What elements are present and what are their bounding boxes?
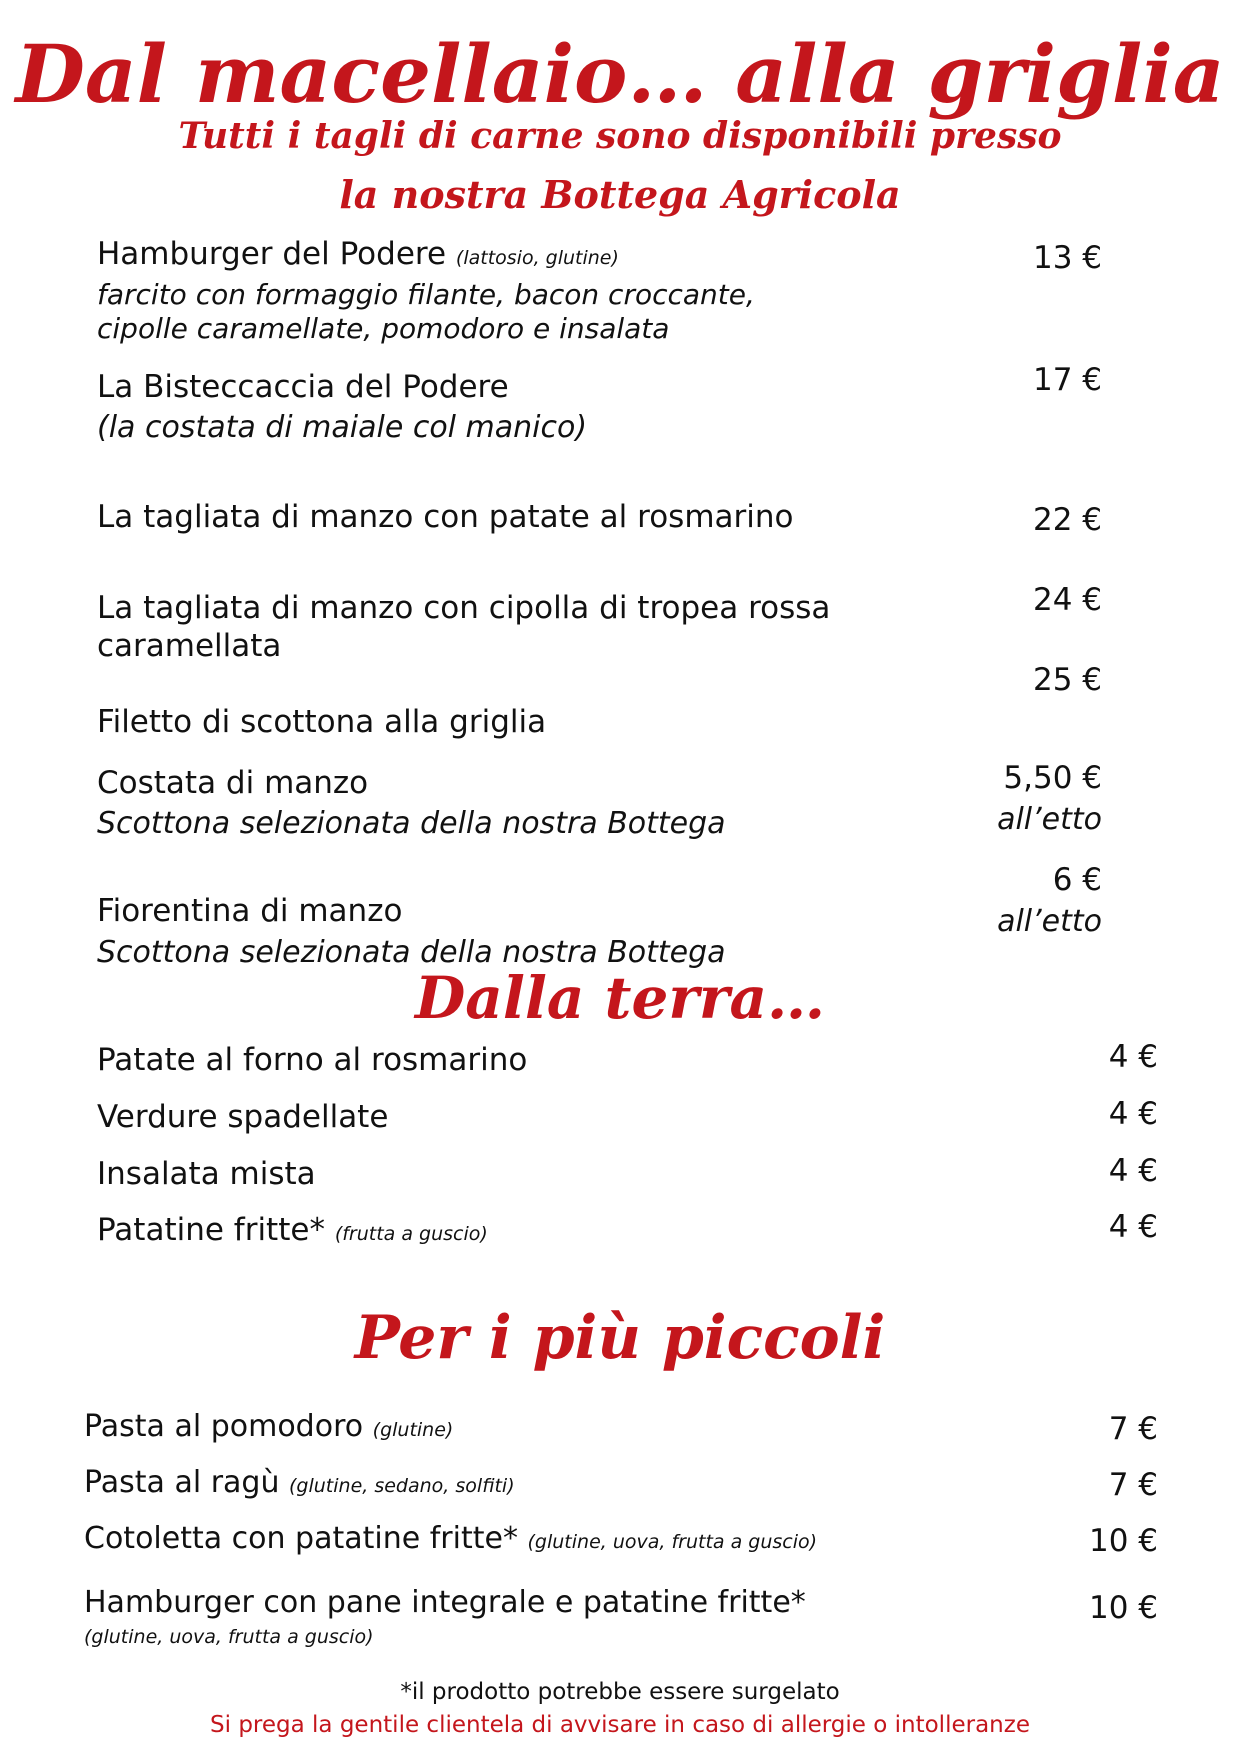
dish-description: Scottona selezionata della nostra Bottega — [97, 806, 726, 841]
dish-description: cipolle caramellate, pomodoro e insalata — [97, 312, 670, 345]
kids-dish-price: 10 € — [1088, 1590, 1158, 1626]
kids-dish-name: Pasta al pomodoro (glutine) — [84, 1409, 454, 1444]
allergen-note: (glutine, uova, frutta a guscio) — [527, 1531, 818, 1553]
dish-name: Fiorentina di manzo — [97, 893, 403, 929]
dish-price: 22 € — [1032, 502, 1102, 538]
dish-price: 17 € — [1032, 362, 1102, 398]
dish-price: 6 € — [1052, 862, 1102, 898]
side-price: 4 € — [1108, 1039, 1158, 1075]
dish-name: Costata di manzo — [97, 765, 369, 801]
allergen-note: (glutine, sedano, solfiti) — [289, 1475, 515, 1497]
price-unit: all’etto — [997, 904, 1102, 939]
side-name: Patate al forno al rosmarino — [97, 1042, 528, 1078]
dish-name: Hamburger del Podere (lattosio, glutine) — [97, 236, 619, 272]
dish-description: farcito con formaggio filante, bacon croccante, — [97, 278, 755, 311]
dish-name: La tagliata di manzo con cipolla di tropea rossa — [97, 590, 831, 626]
allergen-note: (frutta a guscio) — [334, 1223, 488, 1245]
side-price: 4 € — [1108, 1209, 1158, 1245]
kids-dish-name: Cotoletta con patatine fritte* (glutine, uova, frutta a guscio) — [84, 1521, 818, 1556]
menu-subtitle-line1: Tutti i tagli di carne sono disponibili presso — [178, 115, 1062, 157]
side-name: Insalata mista — [97, 1156, 316, 1192]
dish-name-continued: caramellata — [97, 628, 282, 664]
dish-price: 25 € — [1032, 662, 1102, 698]
side-name: Verdure spadellate — [97, 1099, 389, 1135]
dish-description: Scottona selezionata della nostra Bottega — [97, 935, 726, 970]
side-name: Patatine fritte* (frutta a guscio) — [97, 1212, 488, 1248]
section-title-terra: Dalla terra… — [414, 964, 826, 1032]
dish-description: (la costata di maiale col manico) — [97, 410, 588, 445]
side-price: 4 € — [1108, 1096, 1158, 1132]
allergen-note: (glutine) — [372, 1419, 454, 1441]
dish-price: 24 € — [1032, 582, 1102, 618]
kids-dish-price: 7 € — [1108, 1467, 1158, 1503]
allergen-note: (glutine, uova, frutta a guscio) — [84, 1626, 374, 1648]
side-price: 4 € — [1108, 1153, 1158, 1189]
section-title-kids: Per i più piccoli — [354, 1303, 886, 1373]
kids-dish-price: 10 € — [1088, 1523, 1158, 1559]
price-unit: all’etto — [997, 802, 1102, 837]
dish-name: La tagliata di manzo con patate al rosmarino — [97, 499, 794, 535]
kids-dish-price: 7 € — [1108, 1411, 1158, 1447]
dish-name: La Bisteccaccia del Podere — [97, 369, 509, 405]
menu-subtitle-line2: la nostra Bottega Agricola — [339, 172, 901, 217]
frozen-product-note: *il prodotto potrebbe essere surgelato — [400, 1679, 840, 1705]
menu-title: Dal macellaio… alla griglia — [15, 27, 1225, 121]
kids-dish-name: Hamburger con pane integrale e patatine fritte* — [84, 1585, 806, 1620]
dish-price: 5,50 € — [1003, 760, 1102, 796]
kids-dish-name: Pasta al ragù (glutine, sedano, solfiti) — [84, 1465, 515, 1500]
allergen-note: (lattosio, glutine) — [455, 247, 619, 269]
dish-name: Filetto di scottona alla griglia — [97, 704, 547, 740]
allergy-notice: Si prega la gentile clientela di avvisare in caso di allergie o intolleranze — [210, 1712, 1030, 1738]
dish-price: 13 € — [1032, 240, 1102, 276]
